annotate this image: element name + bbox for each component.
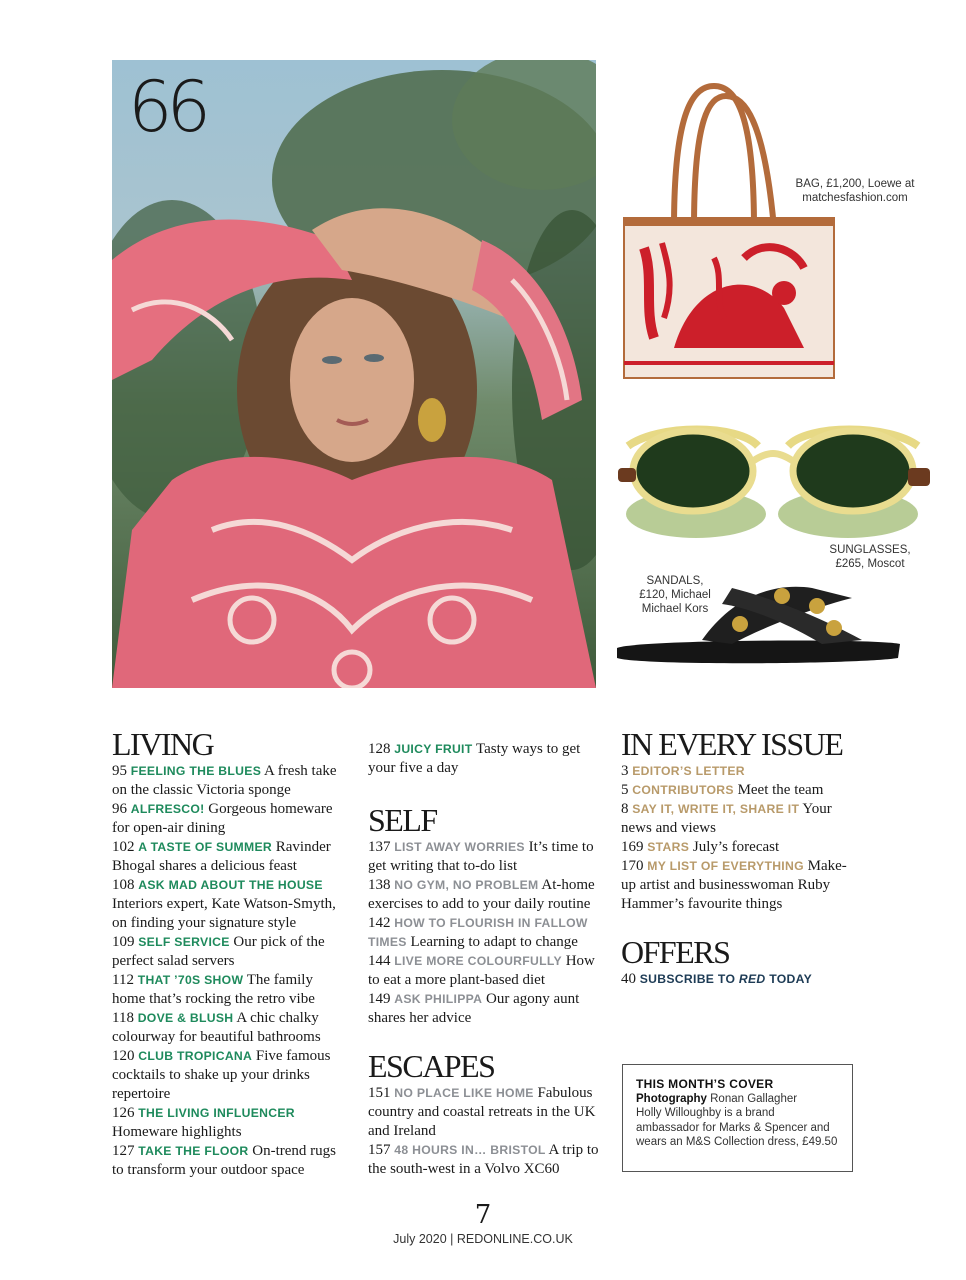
living-section bbox=[112, 728, 350, 1180]
entry-page: 142 bbox=[368, 915, 391, 931]
entry-keyword: SELF SERVICE bbox=[138, 935, 230, 949]
sandals-caption-line: £120, Michael bbox=[639, 589, 711, 601]
entry-keyword: LIST AWAY WORRIES bbox=[394, 840, 525, 854]
toc-entry[interactable] bbox=[368, 914, 604, 952]
entry-page: 102 bbox=[112, 839, 135, 855]
entry-page: 40 bbox=[621, 971, 636, 987]
toc-entry[interactable] bbox=[368, 1141, 604, 1179]
entry-keyword-italic: RED bbox=[738, 972, 766, 986]
entry-keyword: CLUB TROPICANA bbox=[138, 1049, 253, 1063]
sunglasses-caption bbox=[810, 543, 930, 571]
toc-entry[interactable] bbox=[112, 971, 350, 1009]
entry-page: 157 bbox=[368, 1142, 391, 1158]
toc-entry[interactable] bbox=[621, 781, 861, 800]
toc-entry[interactable] bbox=[112, 1047, 350, 1104]
every-issue-section bbox=[621, 728, 861, 914]
entry-keyword: CONTRIBUTORS bbox=[632, 783, 734, 797]
entry-keyword: 48 HOURS IN… BRISTOL bbox=[394, 1143, 546, 1157]
entry-description: Learning to adapt to change bbox=[406, 934, 578, 950]
escapes-title: ESCAPES bbox=[368, 1048, 495, 1084]
entry-keyword: DOVE & BLUSH bbox=[137, 1011, 234, 1025]
entry-page: 3 bbox=[621, 763, 629, 779]
entry-keyword: NO PLACE LIKE HOME bbox=[394, 1086, 534, 1100]
entry-page: 8 bbox=[621, 801, 629, 817]
toc-entry[interactable] bbox=[112, 800, 350, 838]
toc-entry[interactable] bbox=[621, 762, 861, 781]
entry-keyword: NO GYM, NO PROBLEM bbox=[394, 878, 539, 892]
entry-keyword: ALFRESCO! bbox=[130, 802, 205, 816]
sandals-caption bbox=[622, 574, 728, 616]
escapes-section bbox=[368, 1050, 604, 1179]
entry-description: Our pick of the perfect salad servers bbox=[112, 934, 325, 969]
entry-description: Our agony aunt shares her advice bbox=[368, 991, 580, 1026]
entry-description: At-home exercises to add to your daily routine bbox=[368, 877, 595, 912]
bag-image bbox=[614, 78, 846, 388]
toc-entry[interactable] bbox=[368, 952, 604, 990]
entry-keyword: THAT ’70S SHOW bbox=[137, 973, 244, 987]
entry-page: 5 bbox=[621, 782, 629, 798]
entry-page: 108 bbox=[112, 877, 135, 893]
entry-page: 149 bbox=[368, 991, 391, 1007]
toc-entry[interactable] bbox=[112, 1104, 350, 1142]
cover-body: Holly Willoughby is a brand ambassador for Marks & Spencer and wears an M&S Collection dress, £49.50 bbox=[636, 1107, 838, 1148]
photo-label: Photography bbox=[636, 1092, 707, 1105]
entry-page: 144 bbox=[368, 953, 391, 969]
entry-page: 112 bbox=[112, 972, 134, 988]
toc-entry[interactable] bbox=[112, 838, 350, 876]
entry-description: Your news and views bbox=[621, 801, 832, 836]
entry-keyword: LIVE MORE COLOURFULLY bbox=[394, 954, 562, 968]
entry-description: The family home that’s rocking the retro vibe bbox=[112, 972, 315, 1007]
photographer: Ronan Gallagher bbox=[706, 1092, 798, 1105]
sunglasses-caption-line: SUNGLASSES, bbox=[829, 544, 911, 556]
toc-entry[interactable] bbox=[621, 800, 861, 838]
entry-keyword: SAY IT, WRITE IT, SHARE IT bbox=[632, 802, 800, 816]
self-list bbox=[368, 838, 604, 1028]
cover-credit-box bbox=[622, 1064, 853, 1172]
entry-description: On-trend rugs to transform your outdoor space bbox=[112, 1143, 337, 1178]
section-page-number: 66 bbox=[128, 66, 206, 148]
every-issue-list bbox=[621, 762, 861, 914]
toc-entry[interactable] bbox=[368, 838, 604, 876]
sunglasses-image bbox=[618, 416, 934, 540]
toc-entry[interactable] bbox=[368, 740, 604, 778]
entry-keyword-a: SUBSCRIBE TO bbox=[639, 972, 739, 986]
entry-description: Meet the team bbox=[733, 782, 824, 798]
toc-entry[interactable] bbox=[112, 933, 350, 971]
entry-page: 120 bbox=[112, 1048, 135, 1064]
offers-entry[interactable] bbox=[621, 970, 861, 989]
entry-description: July’s forecast bbox=[689, 839, 780, 855]
cover-photo-credit bbox=[636, 1092, 840, 1107]
entry-description: Make-up artist and businesswoman Ruby Hammer’s favourite things bbox=[621, 858, 847, 912]
entry-keyword: JUICY FRUIT bbox=[394, 742, 473, 756]
bag-caption bbox=[780, 177, 930, 205]
entry-page: 96 bbox=[112, 801, 127, 817]
entry-description: Fabulous country and coastal retreats in the UK and Ireland bbox=[368, 1085, 596, 1139]
entry-page: 169 bbox=[621, 839, 644, 855]
entry-keyword: STARS bbox=[647, 840, 690, 854]
entry-description: A chic chalky colourway for beautiful bathrooms bbox=[112, 1010, 321, 1045]
cover-model-illustration bbox=[112, 60, 596, 688]
entry-page: 127 bbox=[112, 1143, 135, 1159]
folio-number: 7 bbox=[474, 1200, 492, 1230]
entry-page: 128 bbox=[368, 741, 391, 757]
entry-description: Homeware highlights bbox=[112, 1124, 242, 1140]
entry-page: 118 bbox=[112, 1010, 134, 1026]
offers-section bbox=[621, 936, 861, 989]
entry-keyword: MY LIST OF EVERYTHING bbox=[647, 859, 804, 873]
entry-keyword: HOW TO FLOURISH IN FALLOW TIMES bbox=[368, 916, 588, 949]
entry-keyword: ASK PHILIPPA bbox=[394, 992, 483, 1006]
entry-description: A fresh take on the classic Victoria sponge bbox=[112, 763, 337, 798]
entry-description: How to eat a more plant-based diet bbox=[368, 953, 595, 988]
entry-page: 109 bbox=[112, 934, 135, 950]
bag-caption-line: BAG, £1,200, Loewe at bbox=[795, 178, 915, 190]
entry-keyword: THE LIVING INFLUENCER bbox=[138, 1106, 295, 1120]
sandals-caption-line: SANDALS, bbox=[646, 575, 704, 587]
entry-description: Gorgeous homeware for open-air dining bbox=[112, 801, 333, 836]
living-continued-list bbox=[368, 740, 604, 778]
living-continued bbox=[368, 740, 604, 778]
hero-photo bbox=[112, 60, 596, 688]
toc-entry[interactable] bbox=[368, 876, 604, 914]
self-title: SELF bbox=[368, 802, 437, 838]
toc-entry[interactable] bbox=[112, 1009, 350, 1047]
entry-page: 138 bbox=[368, 877, 391, 893]
sunglasses-caption-line: £265, Moscot bbox=[835, 558, 905, 570]
offers-title: OFFERS bbox=[621, 934, 730, 970]
entry-description: Ravinder Bhogal shares a delicious feast bbox=[112, 839, 331, 874]
entry-keyword-b: TODAY bbox=[765, 972, 813, 986]
entry-description: It’s time to get writing that to-do list bbox=[368, 839, 594, 874]
toc-entry[interactable] bbox=[368, 990, 604, 1028]
living-list bbox=[112, 762, 350, 1180]
entry-page: 137 bbox=[368, 839, 391, 855]
entry-keyword bbox=[640, 972, 812, 986]
entry-description: Five famous cocktails to shake up your drinks repertoire bbox=[112, 1048, 331, 1102]
entry-page: 95 bbox=[112, 763, 127, 779]
entry-page: 151 bbox=[368, 1085, 391, 1101]
entry-keyword: TAKE THE FLOOR bbox=[138, 1144, 249, 1158]
toc-entry[interactable] bbox=[112, 876, 350, 933]
escapes-list bbox=[368, 1084, 604, 1179]
entry-description: Interiors expert, Kate Watson-Smyth, on finding your signature style bbox=[112, 896, 336, 931]
bag-caption-line: matchesfashion.com bbox=[802, 192, 908, 204]
toc-entry[interactable] bbox=[112, 1142, 350, 1180]
entry-description: A trip to the south-west in a Volvo XC60 bbox=[368, 1142, 599, 1177]
sandals-caption-line: Michael Kors bbox=[641, 603, 709, 615]
entry-keyword: ASK MAD ABOUT THE HOUSE bbox=[138, 878, 323, 892]
toc-entry[interactable] bbox=[368, 1084, 604, 1141]
toc-entry[interactable] bbox=[621, 857, 861, 914]
every-issue-title: IN EVERY ISSUE bbox=[621, 726, 843, 762]
toc-entry[interactable] bbox=[621, 838, 861, 857]
entry-description: Tasty ways to get your five a day bbox=[368, 741, 581, 776]
folio-line: July 2020 | REDONLINE.CO.UK bbox=[393, 1232, 573, 1246]
entry-page: 170 bbox=[621, 858, 644, 874]
toc-entry[interactable] bbox=[112, 762, 350, 800]
entry-page: 126 bbox=[112, 1105, 135, 1121]
cover-heading: THIS MONTH’S COVER bbox=[636, 1077, 774, 1091]
living-title: LIVING bbox=[112, 726, 214, 762]
entry-keyword: EDITOR’S LETTER bbox=[632, 764, 745, 778]
entry-keyword: A TASTE OF SUMMER bbox=[138, 840, 272, 854]
self-section bbox=[368, 804, 604, 1028]
entry-keyword: FEELING THE BLUES bbox=[130, 764, 262, 778]
